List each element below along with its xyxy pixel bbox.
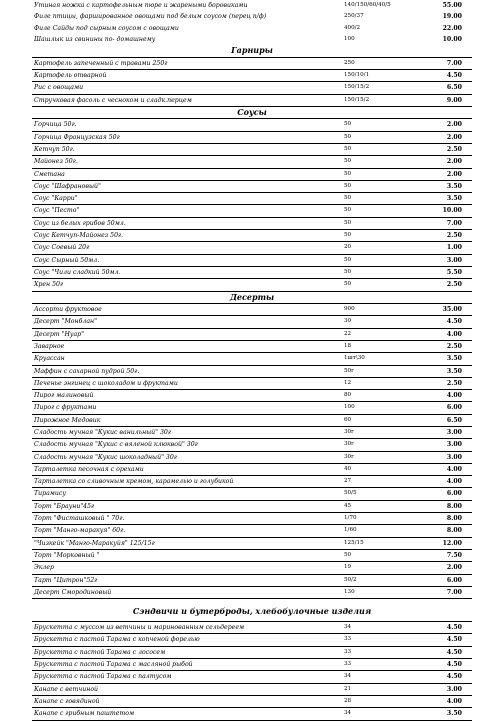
- item-name: Соус Сырный 50мл.: [34, 256, 100, 264]
- menu-row: [32, 144, 472, 156]
- item-name: Брускетта с пастой Тарама с масляной рыбой: [34, 661, 193, 669]
- item-name: Тарт "Цитрон"52г: [34, 576, 98, 584]
- menu-row: [32, 378, 472, 390]
- menu-row: [32, 464, 472, 476]
- item-price: 7.50: [446, 551, 462, 559]
- item-weight: 34: [344, 710, 352, 717]
- item-price: 1.00: [446, 244, 462, 252]
- item-weight: 50: [344, 268, 352, 275]
- item-price: 6.50: [446, 416, 462, 424]
- section-title: Сэндвичи и бутерброды, хлебобулочные изделия: [132, 606, 372, 617]
- item-weight: 50: [344, 232, 352, 239]
- item-name: Торт "Брауни"45г: [34, 502, 95, 510]
- menu-row: [32, 119, 472, 131]
- item-weight: 33: [344, 661, 352, 668]
- item-price: 5.50: [446, 268, 462, 276]
- item-weight: 22: [344, 330, 352, 337]
- item-weight: 33: [344, 636, 352, 643]
- item-weight: 50: [344, 121, 352, 128]
- menu-row: [32, 169, 472, 181]
- item-name: Соус "Карри": [34, 195, 78, 203]
- item-price: 4.00: [446, 392, 462, 400]
- menu-row: [32, 267, 472, 279]
- menu-row: [32, 242, 472, 254]
- item-price: 6.50: [446, 84, 462, 92]
- item-name: "Чизкейк "Манго-Маракуйя" 125/15г: [34, 539, 155, 547]
- item-price: 3.50: [446, 182, 462, 190]
- item-price: 4.50: [446, 624, 462, 632]
- menu-row: [32, 181, 472, 193]
- item-name: Филе Сайды под сырным соусом с овощами: [34, 24, 179, 32]
- menu-row: [32, 132, 472, 144]
- item-name: Сладость мучная "Кукис шоколадный" 30г: [34, 453, 177, 461]
- item-price: 2.00: [446, 121, 462, 129]
- menu-row: [32, 501, 472, 513]
- menu-section: [32, 0, 472, 45]
- item-name: Торт "Манго-маракуя" 60г.: [34, 527, 126, 535]
- item-price: 8.00: [446, 515, 462, 523]
- menu-row: [32, 538, 472, 550]
- item-name: Торт "Морковный ": [34, 551, 100, 559]
- item-price: 10.00: [442, 207, 462, 215]
- item-weight: 50: [344, 256, 352, 263]
- item-price: 2.50: [446, 145, 462, 153]
- section-title: Гарниры: [231, 45, 273, 56]
- menu-row: [32, 622, 472, 634]
- menu-row: [32, 255, 472, 267]
- menu-row: [32, 390, 472, 402]
- item-weight: 50/2: [344, 576, 357, 583]
- item-price: 3.00: [446, 453, 462, 461]
- item-weight: 150/10/1: [344, 71, 370, 78]
- menu-row: [32, 427, 472, 439]
- item-weight: 400/2: [344, 24, 361, 31]
- menu-row: [32, 696, 472, 708]
- item-name: Ассорти фруктовое: [34, 306, 102, 314]
- item-weight: 34: [344, 673, 352, 680]
- item-price: 3.00: [446, 685, 462, 693]
- item-name: Рис с овощами: [34, 84, 84, 92]
- item-price: 2.50: [446, 342, 462, 350]
- item-name: Брускетта с пастой Тарама с лососем: [34, 648, 166, 656]
- item-name: Брускетта с муссом из ветчины и маринованным сельдереем: [34, 624, 245, 632]
- item-price: 3.50: [446, 367, 462, 375]
- menu-row: [32, 205, 472, 217]
- item-name: Картофель отварной: [34, 71, 107, 79]
- menu-section: [32, 621, 472, 720]
- item-name: Десерт Смородиновый: [34, 588, 112, 596]
- item-price: 4.50: [446, 648, 462, 656]
- item-weight: 28: [344, 697, 352, 704]
- item-weight: 20: [344, 244, 352, 251]
- item-weight: 50: [344, 145, 352, 152]
- item-weight: 27: [344, 478, 352, 485]
- item-price: 35.00: [442, 306, 462, 314]
- menu-row: [32, 562, 472, 574]
- item-name: Сладость мучная "Кукис ванильный" 30г: [34, 429, 171, 436]
- item-weight: 250/37: [344, 13, 364, 20]
- item-name: Шашлык из свинины по- домашнему: [34, 35, 156, 43]
- menu-row: [32, 415, 472, 427]
- item-price: 6.00: [446, 576, 462, 584]
- menu-section: [32, 303, 472, 599]
- item-price: 3.00: [446, 429, 462, 436]
- menu-row: [32, 525, 472, 537]
- item-weight: 100: [344, 35, 355, 42]
- item-name: Канапе с говядиной: [34, 697, 100, 705]
- item-price: 55.00: [442, 2, 462, 9]
- menu-row: [32, 684, 472, 696]
- item-weight: 250: [344, 59, 355, 66]
- item-weight: 30г: [344, 453, 355, 460]
- item-price: 3.00: [446, 441, 462, 449]
- item-weight: 130: [344, 588, 355, 595]
- item-weight: 19: [344, 564, 352, 571]
- item-weight: 100: [344, 404, 355, 411]
- menu-row: [32, 156, 472, 168]
- item-weight: 125/15: [344, 539, 364, 546]
- item-weight: 18: [344, 342, 352, 349]
- menu-row: [32, 634, 472, 646]
- item-price: 9.00: [446, 96, 462, 104]
- menu-row: [32, 439, 472, 451]
- item-weight: 1/60: [344, 527, 357, 534]
- item-price: 3.50: [446, 195, 462, 203]
- item-weight: 50: [344, 158, 352, 165]
- item-weight: 140/150/60/40/5: [344, 2, 391, 8]
- item-name: Брускетта с пастой Тарама с копченой форелью: [34, 636, 200, 644]
- item-price: 4.50: [446, 661, 462, 669]
- item-price: 8.00: [446, 502, 462, 510]
- item-name: Десерт "Нуар": [34, 330, 84, 338]
- item-name: Кетчуп 50г.: [34, 145, 75, 153]
- item-price: 22.00: [442, 24, 462, 32]
- menu-document: [32, 0, 472, 721]
- menu-row: [32, 659, 472, 671]
- item-weight: 50: [344, 281, 352, 288]
- item-weight: 21: [344, 685, 352, 692]
- menu-row: [32, 193, 472, 205]
- item-name: Майонез 50г.: [34, 158, 78, 166]
- item-weight: 60: [344, 416, 352, 423]
- item-name: Круассан: [34, 355, 65, 363]
- item-name: Пирожное Медовик: [34, 416, 101, 424]
- item-name: Соус "Чили сладкий 50мл.: [34, 268, 121, 276]
- section-title: Десерты: [229, 291, 275, 302]
- item-price: 12.00: [442, 539, 462, 547]
- menu-row: [32, 0, 472, 11]
- item-weight: 33: [344, 648, 352, 655]
- menu-section: [32, 118, 472, 291]
- menu-row: [32, 230, 472, 242]
- menu-row: [32, 476, 472, 488]
- item-price: 4.00: [446, 330, 462, 338]
- menu-row: [32, 647, 472, 659]
- item-name: Пирог с фруктами: [34, 404, 97, 412]
- item-weight: 30г: [344, 441, 355, 448]
- item-weight: 50: [344, 219, 352, 226]
- item-price: 2.50: [446, 379, 462, 387]
- item-name: Заварное: [34, 342, 65, 350]
- menu-row: [32, 329, 472, 341]
- menu-row: [32, 671, 472, 683]
- item-price: 2.50: [446, 281, 462, 289]
- item-name: Торт "Фисташковый " 70г.: [34, 515, 125, 523]
- item-price: 4.50: [446, 318, 462, 326]
- item-price: 2.00: [446, 170, 462, 178]
- item-price: 7.00: [446, 219, 462, 227]
- item-price: 7.00: [446, 59, 462, 67]
- item-weight: 80: [344, 392, 352, 399]
- item-weight: 30: [344, 318, 352, 325]
- menu-section: [32, 57, 472, 107]
- item-name: Тирамису: [34, 490, 66, 498]
- item-name: Десерт "Монблан": [34, 318, 97, 326]
- item-price: 19.00: [442, 13, 462, 21]
- item-name: Горчица 50г.: [34, 121, 77, 129]
- item-weight: 50: [344, 133, 352, 140]
- item-name: Хрен 50г: [34, 281, 64, 289]
- menu-row: [32, 341, 472, 353]
- item-price: 3.50: [446, 710, 462, 718]
- item-weight: 40: [344, 465, 352, 472]
- item-weight: 30г: [344, 429, 355, 435]
- item-price: 6.00: [446, 490, 462, 498]
- menu-row: [32, 58, 472, 70]
- item-name: Утиная ножка с картофельным пюре и жареными боровиками: [34, 2, 248, 9]
- item-weight: 150/15/2: [344, 96, 370, 103]
- item-name: Тарталетка песочная с орехами: [34, 465, 144, 473]
- item-weight: 12: [344, 379, 352, 386]
- item-price: 3.00: [446, 256, 462, 264]
- item-weight: 50/5: [344, 490, 357, 497]
- item-weight: 1шт\30: [344, 355, 365, 362]
- menu-row: [32, 575, 472, 587]
- item-name: Эклер: [34, 564, 54, 572]
- menu-row: [32, 70, 472, 82]
- item-price: 2.00: [446, 133, 462, 141]
- item-weight: 50: [344, 195, 352, 202]
- item-price: 4.50: [446, 636, 462, 644]
- item-weight: 150/15/2: [344, 84, 370, 91]
- item-weight: 34: [344, 624, 352, 631]
- menu-row: [32, 23, 472, 34]
- menu-row: [32, 402, 472, 414]
- item-name: Соус Кетчуп-Майонез 50г.: [34, 232, 124, 240]
- item-price: 8.00: [446, 527, 462, 535]
- item-name: Соус "Песто": [34, 207, 80, 215]
- menu-row: [32, 34, 472, 45]
- menu-row: [32, 11, 472, 22]
- item-name: Сладость мучная "Кукис с вяленой клюквой" 30г: [34, 441, 198, 449]
- item-price: 2.00: [446, 158, 462, 166]
- item-name: Канапе с ветчиной: [34, 685, 99, 693]
- item-name: Соус "Шафрановый": [34, 182, 101, 190]
- item-name: Картофель запеченный с травами 250г: [34, 59, 168, 67]
- item-weight: 50г: [344, 367, 355, 374]
- menu-row: [32, 304, 472, 316]
- item-weight: 900: [344, 306, 355, 313]
- item-weight: 1/70: [344, 515, 357, 522]
- item-weight: 50: [344, 170, 352, 177]
- item-price: 4.00: [446, 465, 462, 473]
- section-title: Соусы: [237, 106, 267, 117]
- item-name: Стручковая фасоль с чесноком и сладк.перцем: [34, 96, 192, 104]
- menu-row: [32, 488, 472, 500]
- menu-row: [32, 279, 472, 291]
- menu-row: [32, 218, 472, 230]
- item-name: Соус Соевый 20г: [34, 244, 90, 252]
- menu-row: [32, 550, 472, 562]
- menu-row: [32, 587, 472, 599]
- item-weight: 50: [344, 551, 352, 558]
- item-price: 4.50: [446, 673, 462, 681]
- item-price: 2.00: [446, 564, 462, 572]
- item-price: 3.50: [446, 355, 462, 363]
- menu-row: [32, 353, 472, 365]
- item-price: 7.00: [446, 588, 462, 596]
- item-name: Канапе с грибным паштетом: [34, 710, 135, 718]
- item-name: Брускетта с пастой Тарама с палтусом: [34, 673, 172, 681]
- item-name: Сметана: [34, 170, 65, 178]
- menu-row: [32, 452, 472, 464]
- item-name: Печенье энгинец с шоколадом и фруктами: [34, 379, 178, 387]
- item-name: Пирог малиновый: [34, 392, 94, 400]
- menu-row: [32, 366, 472, 378]
- item-price: 6.00: [446, 404, 462, 412]
- item-weight: 50: [344, 207, 352, 214]
- menu-row: [32, 316, 472, 328]
- item-name: Филе птицы, фаршированное овощами под белым соусом (перец п/ф): [34, 13, 267, 21]
- item-price: 4.00: [446, 478, 462, 486]
- item-name: Тарталетка со сливочным кремом, карамелью и голубикой: [34, 478, 234, 486]
- item-name: Соус из белых грибов 50мл.: [34, 219, 126, 227]
- item-name: Маффин с сахарной пудрой 50г.: [34, 367, 140, 375]
- menu-row: [32, 513, 472, 525]
- item-price: 4.00: [446, 697, 462, 705]
- item-price: 2.50: [446, 232, 462, 240]
- menu-row: [32, 95, 472, 107]
- item-price: 4.50: [446, 71, 462, 79]
- menu-row: [32, 82, 472, 94]
- item-weight: 50: [344, 182, 352, 189]
- item-weight: 45: [344, 502, 352, 509]
- item-name: Горчица Французская 50г: [34, 133, 120, 141]
- item-price: 10.00: [442, 35, 462, 43]
- menu-row: [32, 708, 472, 720]
